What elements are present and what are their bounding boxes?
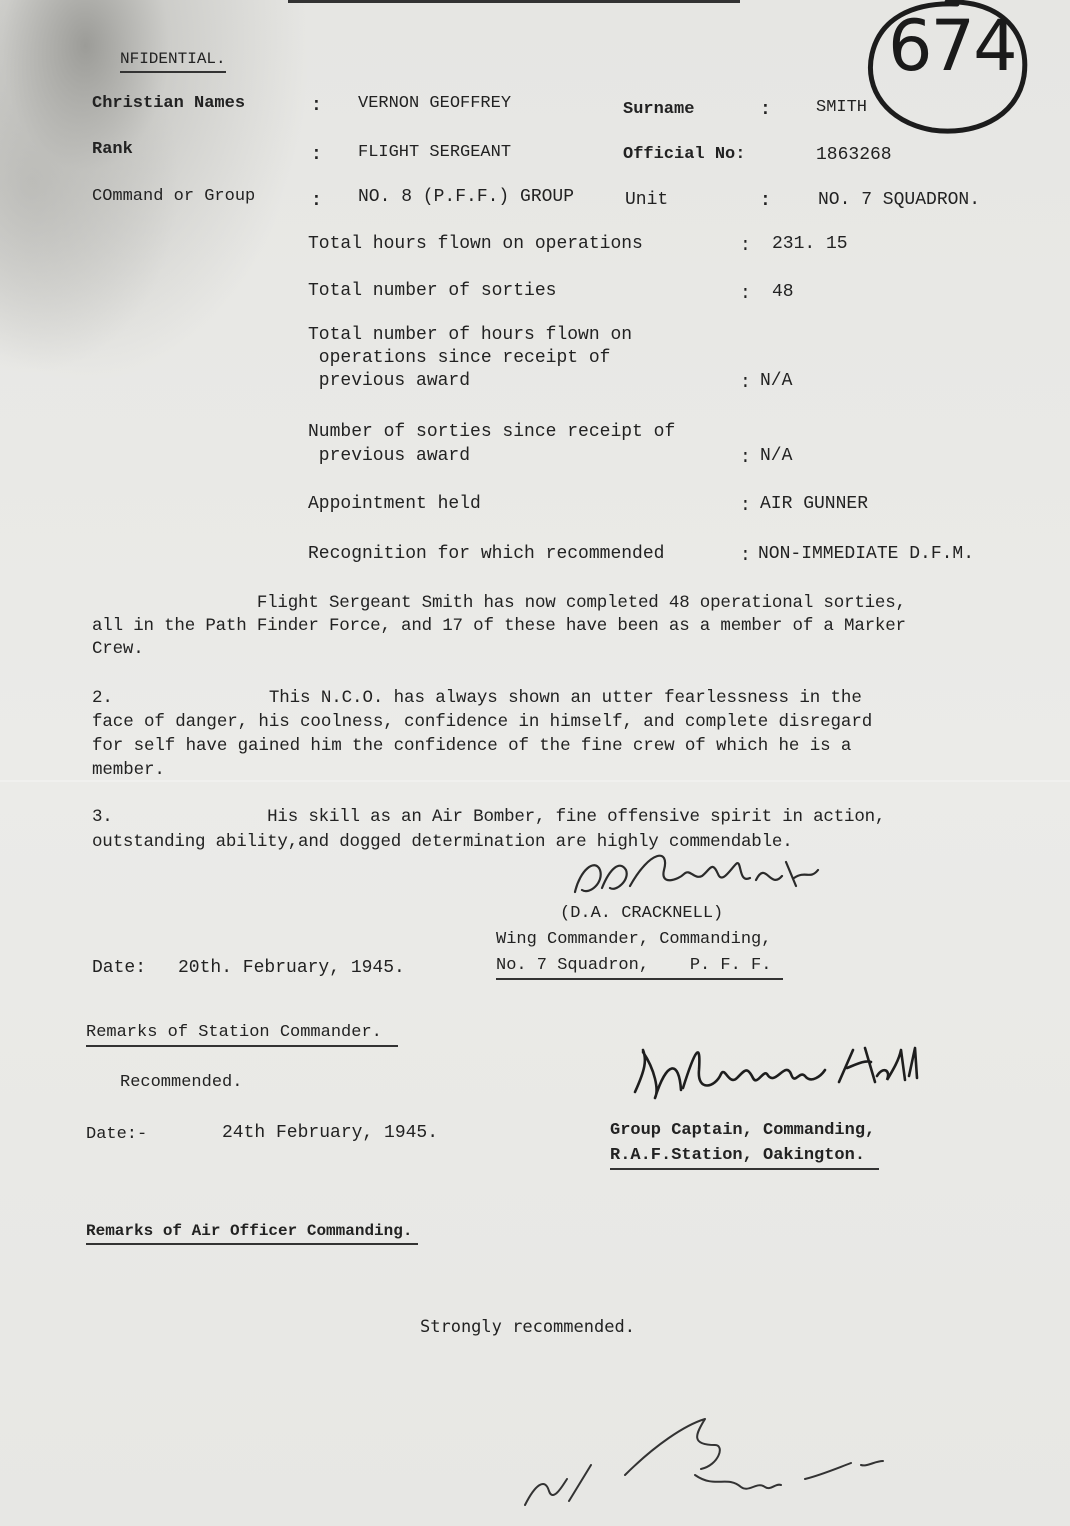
stat-colon: : bbox=[740, 236, 751, 256]
fold-crease bbox=[0, 780, 1070, 782]
stat-label-sorties: Total number of sorties bbox=[308, 281, 557, 301]
stat-label-sorties-since-award: Number of sorties since receipt of previous award bbox=[308, 422, 676, 466]
wing-commander-unit: No. 7 Squadron, P. F. F. bbox=[496, 955, 783, 980]
stat-value-hours: 231. 15 bbox=[772, 234, 848, 254]
stat-value-appointment: AIR GUNNER bbox=[760, 494, 869, 514]
citation-paragraph-2: 2. This N.C.O. has always shown an utter fearlessness in the face of danger, his coolness, confidence in himself, and complete disregard for self have gained him the confidence of the fine crew of which he is a member. bbox=[92, 688, 873, 780]
colon: : bbox=[311, 191, 322, 211]
rank-value: FLIGHT SERGEANT bbox=[358, 143, 512, 162]
station-commander-heading: Remarks of Station Commander. bbox=[86, 1022, 398, 1047]
aoc-remark: Strongly recommended. bbox=[420, 1317, 635, 1337]
colon: : bbox=[311, 96, 322, 116]
station-name: R.A.F.Station, Oakington. bbox=[610, 1145, 879, 1170]
stat-value-recognition: NON-IMMEDIATE D.F.M. bbox=[758, 544, 975, 564]
citation-paragraph-3: 3. His skill as an Air Bomber, fine offensive spirit in action, outstanding ability,and dogged determination are highly commendable. bbox=[92, 807, 886, 852]
station-commander-date-label: Date:- bbox=[86, 1125, 148, 1144]
colon: : bbox=[760, 100, 771, 120]
station-commander-remark: Recommended. bbox=[120, 1073, 243, 1092]
wing-commander-title: Wing Commander, Commanding, bbox=[496, 930, 772, 949]
official-no-label: Official No: bbox=[623, 145, 746, 164]
colon: : bbox=[311, 145, 322, 165]
unit-value: NO. 7 SQUADRON. bbox=[818, 190, 981, 210]
stat-colon: : bbox=[740, 284, 751, 304]
rank-label: Rank bbox=[92, 140, 133, 159]
stat-colon: : bbox=[740, 546, 751, 566]
wing-commander-date-value: 20th. February, 1945. bbox=[178, 958, 405, 978]
stat-value-sorties-since-award: N/A bbox=[760, 446, 793, 466]
wing-commander-signature bbox=[560, 840, 830, 910]
station-commander-date-value: 24th February, 1945. bbox=[222, 1123, 439, 1143]
colon: : bbox=[760, 191, 771, 211]
unit-label: Unit bbox=[625, 190, 669, 210]
stat-colon: : bbox=[740, 496, 751, 516]
christian-names-value: VERNON GEOFFREY bbox=[358, 94, 512, 113]
aoc-heading: Remarks of Air Officer Commanding. bbox=[86, 1220, 418, 1245]
group-captain-title: Group Captain, Commanding, bbox=[610, 1121, 876, 1140]
aoc-signature bbox=[505, 1405, 905, 1520]
reference-number: 674 bbox=[888, 5, 1016, 87]
stat-label-recognition: Recognition for which recommended bbox=[308, 544, 665, 564]
surname-value: SMITH bbox=[816, 98, 868, 117]
surname-label: Surname bbox=[623, 100, 695, 119]
wing-commander-date-label: Date: bbox=[92, 958, 147, 978]
stat-label-hours-since-award: Total number of hours flown on operations since receipt of previous award bbox=[308, 325, 633, 391]
citation-paragraph-1: Flight Sergeant Smith has now completed 48 operational sorties, all in the Path Finder Force, and 17 of these have been as a member of a Marker Crew. bbox=[92, 593, 906, 659]
christian-names-label: Christian Names bbox=[92, 94, 246, 113]
stat-label-appointment: Appointment held bbox=[308, 494, 481, 514]
top-rule bbox=[288, 0, 740, 3]
wing-commander-name: (D.A. CRACKNELL) bbox=[560, 904, 724, 923]
official-no-value: 1863268 bbox=[816, 145, 892, 165]
classification-label: NFIDENTIAL. bbox=[120, 48, 226, 73]
command-value: NO. 8 (P.F.F.) GROUP bbox=[358, 187, 575, 207]
group-captain-signature bbox=[625, 1030, 975, 1120]
stat-colon: : bbox=[740, 373, 751, 393]
stat-label-hours: Total hours flown on operations bbox=[308, 234, 643, 254]
command-label: COmmand or Group bbox=[92, 187, 256, 206]
stat-value-sorties: 48 bbox=[772, 282, 794, 302]
stat-value-hours-since-award: N/A bbox=[760, 371, 793, 391]
stat-colon: : bbox=[740, 448, 751, 468]
